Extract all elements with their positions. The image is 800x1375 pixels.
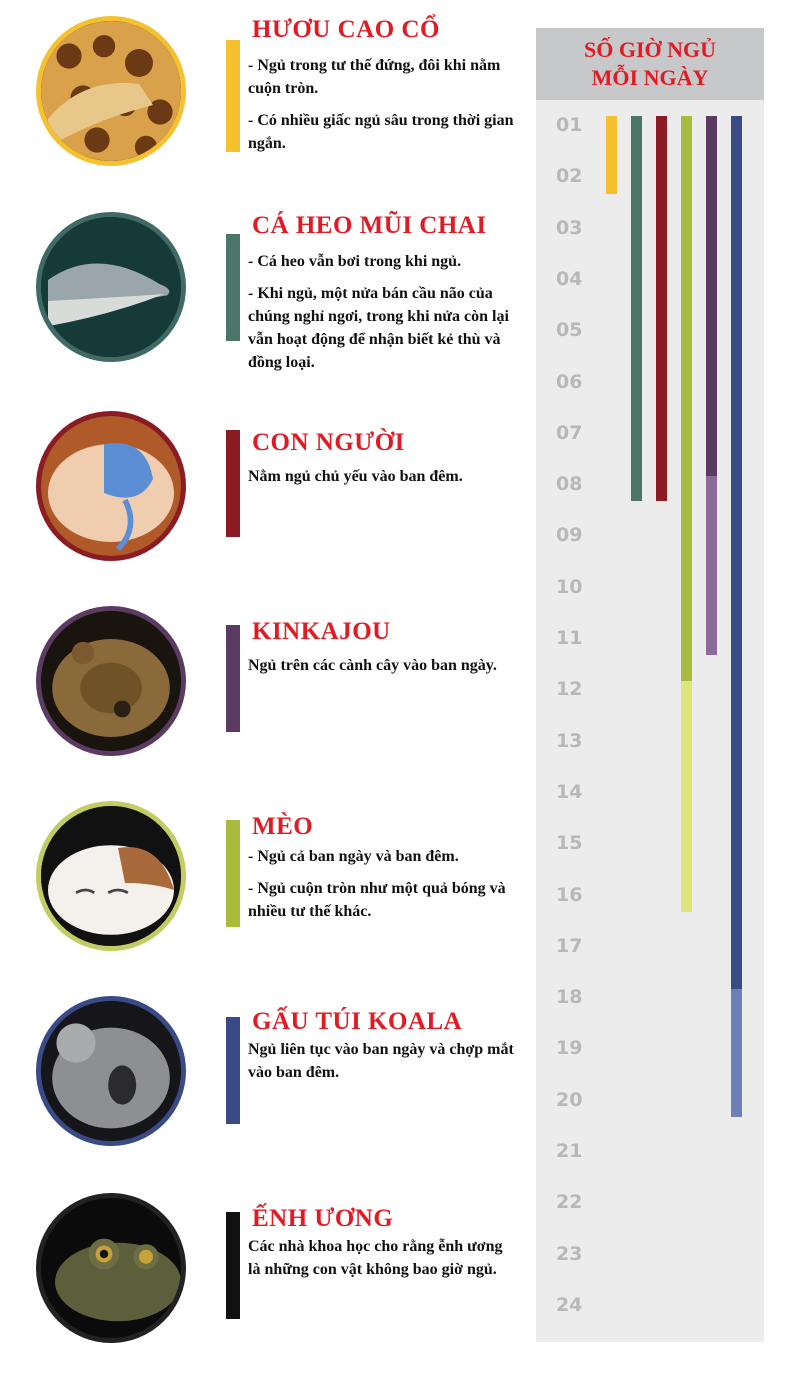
animal-row [0,598,520,788]
sleep-bar [681,116,692,681]
hour-tick-label: 12 [556,678,583,701]
description-line: Ngủ liên tục vào ban ngày và chợp mắt vào ban đêm. [248,1041,514,1081]
animal-description [248,1038,518,1093]
sleep-bar-light-segment [681,681,692,912]
kinkajou-photo [36,606,186,756]
hour-tick-label: 08 [556,473,583,496]
animal-row [0,204,520,394]
sleep-bar [656,116,667,501]
description-line: - Cá heo vẫn bơi trong khi ngủ. [248,253,462,270]
animal-description [248,54,518,164]
animal-description [248,1235,518,1290]
description-line: - Có nhiều giấc ngủ sâu trong thời gian ngắn. [248,112,514,152]
description-line: - Khi ngủ, một nửa bán cầu não của chúng nghỉ ngơi, trong khi nửa còn lại vẫn hoạt động để nhận biết kẻ thù và đồng loại. [248,285,509,371]
animal-description [248,250,518,383]
hour-tick-label: 15 [556,832,583,855]
hour-tick-label: 16 [556,883,583,906]
sleep-hours-chart [536,28,764,1342]
sleep-bar [706,116,717,476]
sleep-bar [631,116,642,501]
hour-tick-label: 22 [556,1191,583,1214]
hour-tick-label: 18 [556,986,583,1009]
animal-row [0,988,520,1178]
animal-description [248,465,518,497]
dolphin-photo [36,212,186,362]
description-line: Nằm ngủ chủ yếu vào ban đêm. [248,468,463,485]
hour-tick-label: 02 [556,165,583,188]
hour-tick-label: 01 [556,114,583,136]
frog-photo [36,1193,186,1343]
animal-color-bar [226,820,240,927]
human-photo [36,411,186,561]
hour-tick-label: 11 [556,627,583,649]
hour-tick-label: 07 [556,421,583,444]
hour-tick-label: 14 [556,780,583,803]
hour-tick-label: 05 [556,319,583,342]
animal-name: HƯƠU CAO CỔ [252,16,440,43]
sleep-bar-light-segment [731,989,742,1117]
hour-tick-label: 21 [556,1140,583,1162]
hour-tick-label: 06 [556,370,583,393]
hour-tick-label: 19 [556,1037,583,1060]
koala-photo [36,996,186,1146]
hour-tick-label: 03 [556,216,583,239]
animal-description [248,654,518,686]
hour-tick-label: 23 [556,1242,583,1265]
chart-header [536,28,764,100]
description-line: Ngủ trên các cành cây vào ban ngày. [248,657,497,674]
animal-row [0,403,520,593]
animal-color-bar [226,40,240,152]
hour-tick-label: 10 [556,575,583,598]
animal-color-bar [226,1017,240,1124]
hour-tick-label: 24 [556,1293,583,1316]
hour-tick-label: 04 [556,267,583,290]
animal-color-bar [226,625,240,732]
hour-tick-label: 17 [556,934,583,957]
cat-photo [36,801,186,951]
animal-name: ẾNH ƯƠNG [252,1205,394,1232]
animal-row [0,793,520,983]
animal-name: CÁ HEO MŨI CHAI [252,212,487,239]
giraffe-photo [36,16,186,166]
description-line: - Ngủ trong tư thế đứng, đôi khi nằm cuộn tròn. [248,57,501,97]
animal-name: GẤU TÚI KOALA [252,1008,463,1035]
animal-row [0,8,520,198]
description-line: Các nhà khoa học cho rằng ễnh ương là những con vật không bao giờ ngủ. [248,1238,503,1278]
sleep-bar [606,116,617,194]
hour-tick-label: 20 [556,1088,583,1111]
hour-tick-label: 13 [556,729,583,752]
description-line: - Ngủ cuộn tròn như một quả bóng và nhiều tư thế khác. [248,880,506,920]
animal-name: KINKAJOU [252,618,391,645]
animal-color-bar [226,234,240,341]
chart-title: SỐ GIỜ NGỦ MỖI NGÀY [583,37,717,90]
animal-name: MÈO [252,813,314,840]
animal-name: CON NGƯỜI [252,429,405,456]
animal-description [248,845,518,932]
sleep-bar [731,116,742,989]
description-line: - Ngủ cả ban ngày và ban đêm. [248,848,459,865]
animal-color-bar [226,1212,240,1319]
animal-color-bar [226,430,240,537]
hour-tick-label: 09 [556,524,583,547]
sleep-bar-light-segment [706,476,717,656]
